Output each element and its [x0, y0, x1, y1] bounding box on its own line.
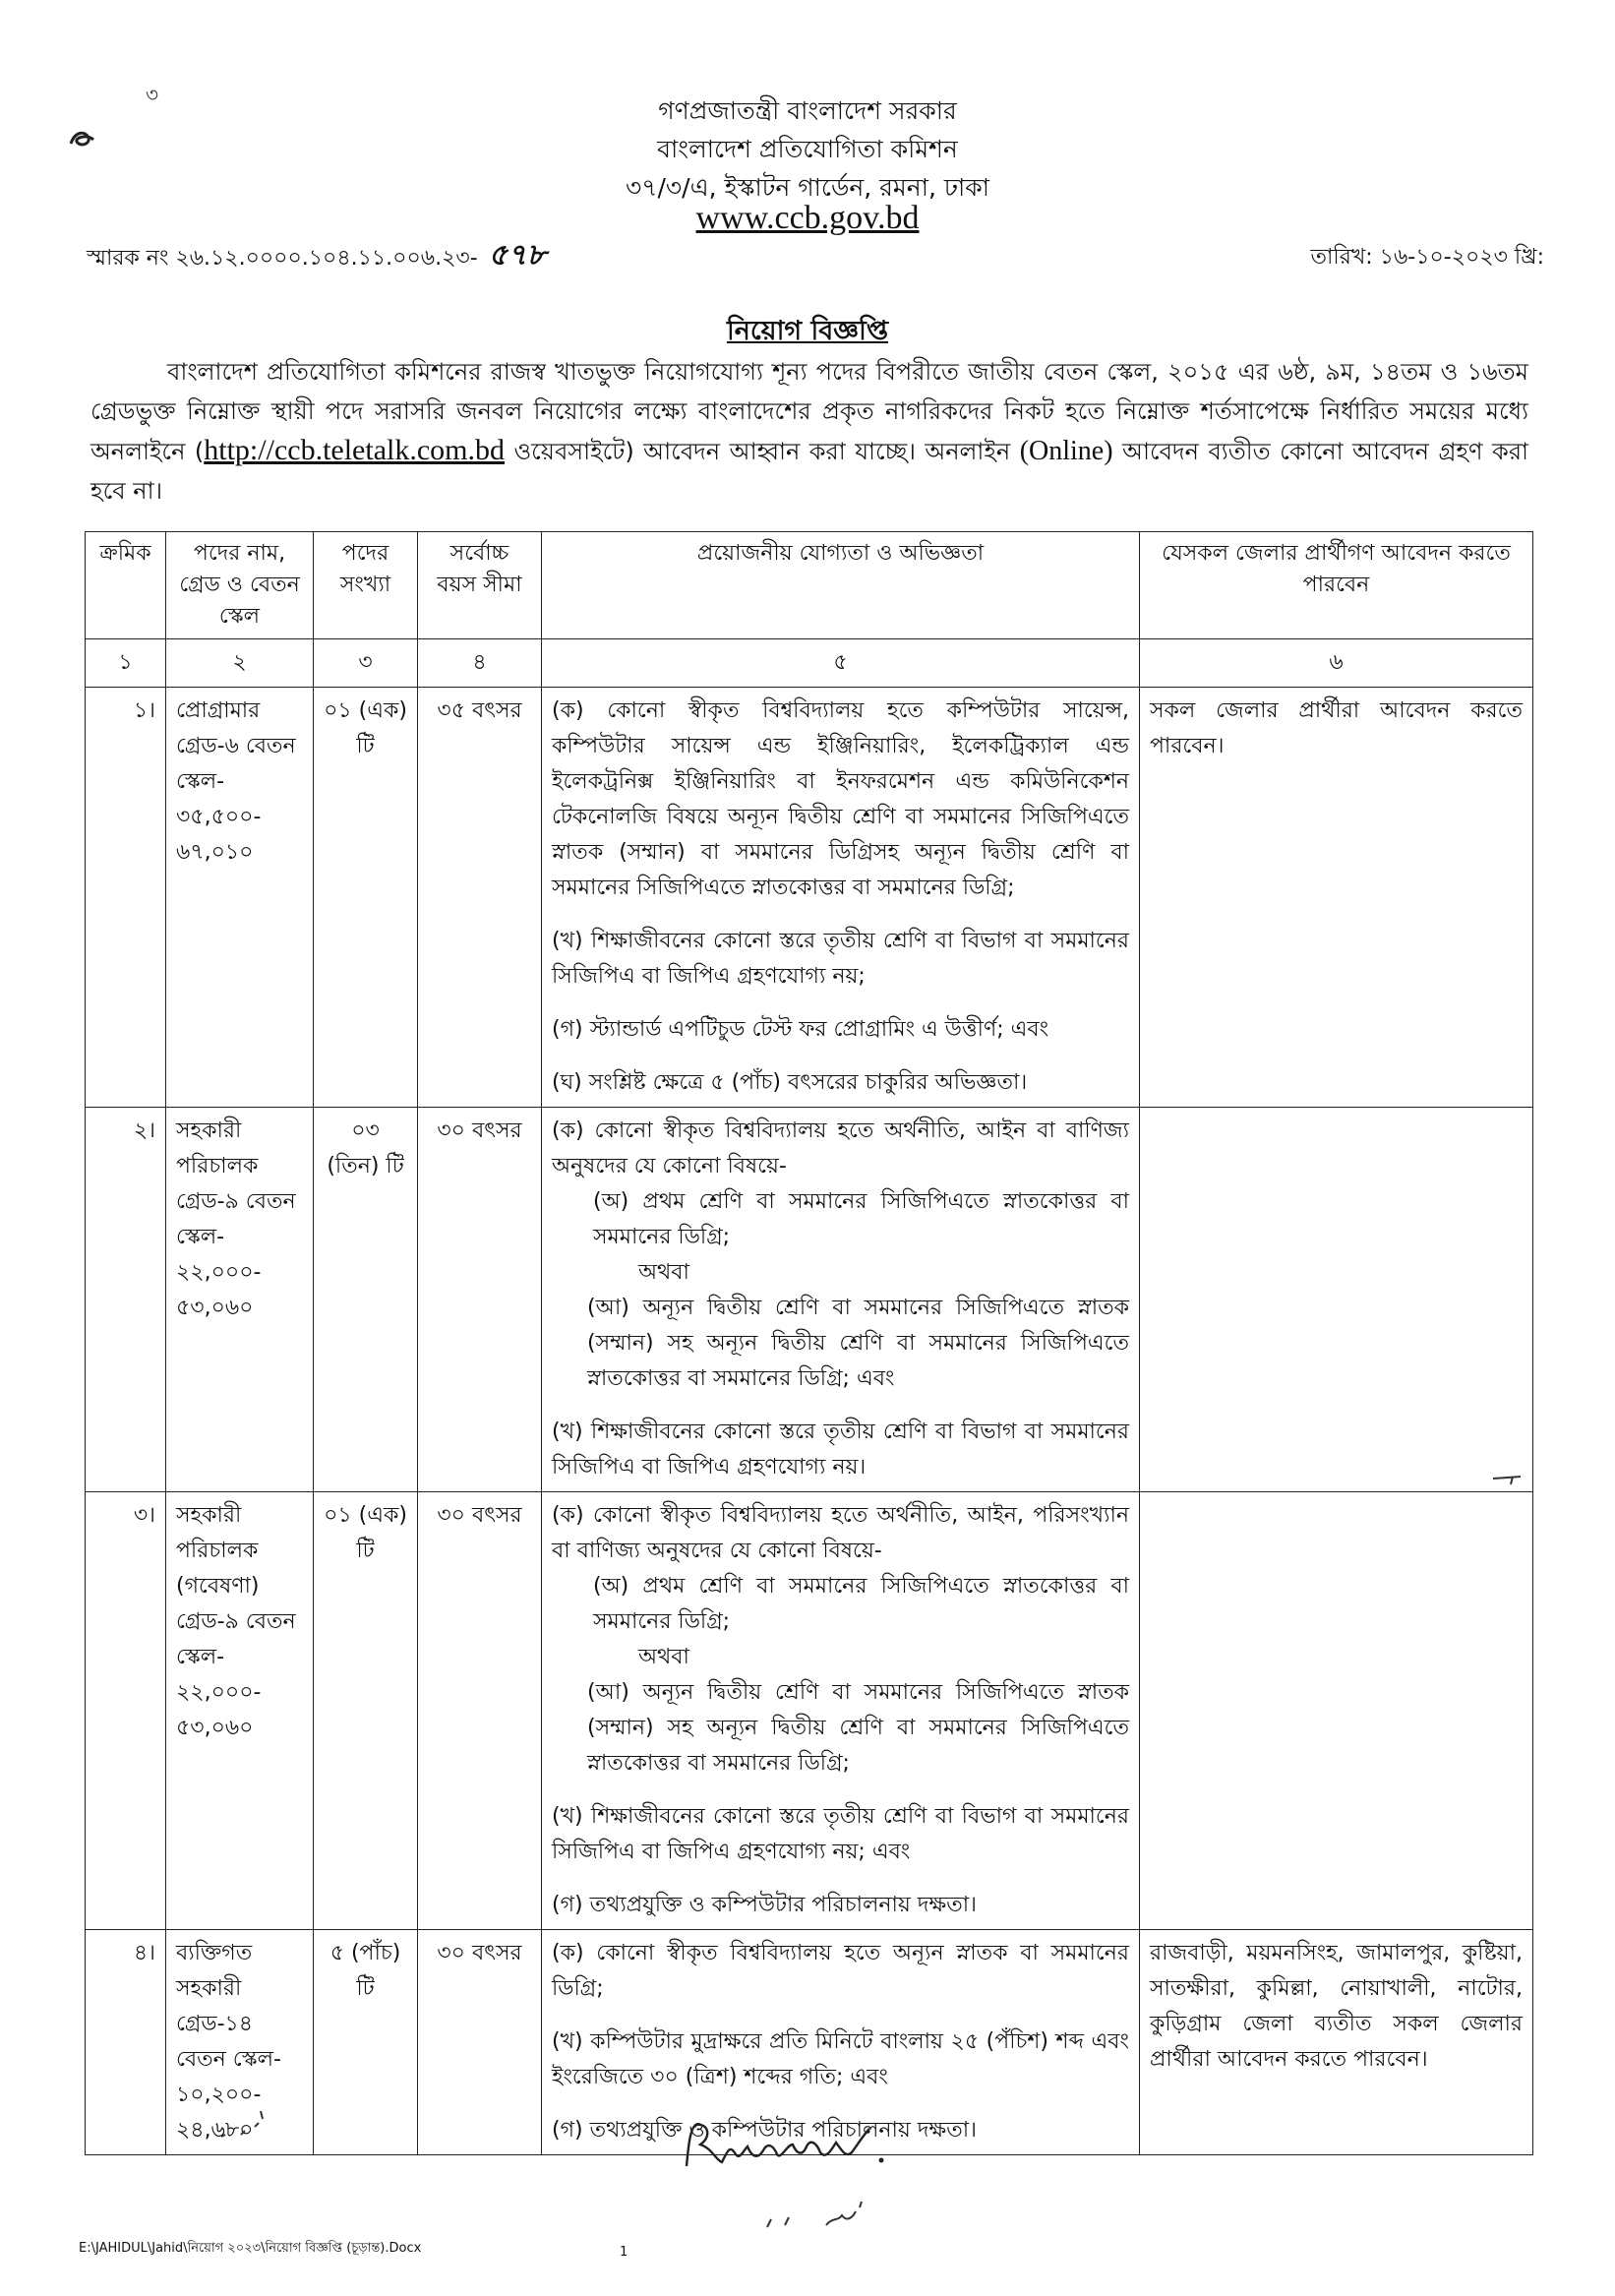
intro-text-2: ওয়েবসাইটে) আবেদন আহ্বান করা যাচ্ছে। অনলাইন: [505, 438, 1020, 465]
handwritten-top-mark: ৩: [146, 83, 159, 106]
qualification-subitem: (আ) অন্যূন দ্বিতীয় শ্রেণি বা সমমানের সিজিপিএতে স্নাতক (সম্মান) সহ অন্যূন দ্বিতীয় শ্রেণি বা সমমানের সিজিপিএতে স্নাতকোত্তর বা সমমানের ডিগ্রি; এবং: [587, 1296, 1129, 1391]
row-serial: ২।: [86, 1108, 166, 1492]
qualification-item: (ঘ) সংশ্লিষ্ট ক্ষেত্রে ৫ (পাঁচ) বৎসরের চাকুরির অভিজ্ঞতা।: [552, 1070, 1028, 1095]
memo-number: [87, 238, 546, 276]
file-path: E:\JAHIDUL\Jahid\নিয়োগ ২০২৩\নিয়োগ বিজ্ঞপ্তি (চূড়ান্ত).Docx: [79, 2241, 422, 2256]
table-header-row: [86, 532, 1533, 639]
qualification-item: (ক) কোনো স্বীকৃত বিশ্ববিদ্যালয় হতে অর্থনীতি, আইন, পরিসংখ্যান বা বাণিজ্য অনুষদের যে কোনো বিষয়ে-: [552, 1503, 1129, 1563]
header-qualification: প্রয়োজনীয় যোগ্যতা ও অভিজ্ঞতা: [542, 532, 1140, 639]
column-number: ৬: [1140, 639, 1533, 688]
qualification-item: (খ) শিক্ষাজীবনের কোনো স্তরে তৃতীয় শ্রেণি বা বিভাগ বা সমমানের সিজিপিএ বা জিপিএ গ্রহণযোগ্য নয়; এবং: [552, 1804, 1129, 1864]
row-qualification: [542, 1108, 1140, 1492]
commission-website: [0, 200, 1615, 238]
commission-name: বাংলাদেশ প্রতিযোগিতা কমিশন: [657, 135, 958, 163]
memo-label: স্মারক নং ২৬.১২.০০০০.১০৪.১১.০০৬.২৩-: [87, 246, 478, 271]
qualification-item: (খ) শিক্ষাজীবনের কোনো স্তরে তৃতীয় শ্রেণি বা বিভাগ বা সমমানের সিজিপিএ বা জিপিএ গ্রহণযোগ্য নয়।: [552, 1420, 1129, 1480]
signature: [679, 2115, 934, 2184]
intro-online: (Online): [1019, 436, 1113, 466]
memo-date: তারিখ: ১৬-১০-২০২৩ খ্রি:: [1310, 245, 1544, 270]
row-districts: [1140, 1108, 1533, 1492]
column-number: ১: [86, 639, 166, 688]
row-age: ৩৫ বৎসর: [418, 688, 542, 1108]
qualification-item: (খ) কম্পিউটার মুদ্রাক্ষরে প্রতি মিনিটে বাংলায় ২৫ (পঁচিশ) শব্দ এবং ইংরেজিতে ৩০ (ত্রিশ) শব্দের গতি; এবং: [552, 2029, 1129, 2089]
qualification-item: (ক) কোনো স্বীকৃত বিশ্ববিদ্যালয় হতে অন্যূন স্নাতক বা সমমানের ডিগ্রি;: [552, 1941, 1129, 2001]
column-number-row: [86, 639, 1533, 688]
intro-text-1: বাংলাদেশ প্রতিযোগিতা কমিশনের রাজস্ব খাতভুক্ত নিয়োগযোগ্য শূন্য পদের বিপরীতে জাতীয় বেতন স্কেল, ২০১৫ এর ৬ষ্ঠ, ৯ম, ১৪তম ও ১৬তম গ্রেডভুক্ত নিম্নোক্ত স্থায়ী পদে সরাসরি জনবল নিয়োগের লক্ষ্যে বাংলাদেশের প্রকৃত নাগরিকদের নিকট হতে নিম্নোক্ত শর্তসাপেক্ষে নির্ধারিত সময়ের মধ্যে অনলাইনে (: [90, 358, 1528, 465]
vacancy-table: [85, 531, 1533, 2155]
qualification-subitem: (আ) অন্যূন দ্বিতীয় শ্রেণি বা সমমানের সিজিপিএতে স্নাতক (সম্মান) সহ অন্যূন দ্বিতীয় শ্রেণি বা সমমানের সিজিপিএতে স্নাতকোত্তর বা সমমানের ডিগ্রি;: [587, 1680, 1129, 1776]
header-serial: ক্রমিক: [86, 532, 166, 639]
column-number: ৩: [314, 639, 418, 688]
notice-intro: [90, 352, 1528, 511]
government-name: গণপ্রজাতন্ত্রী বাংলাদেশ সরকার: [658, 96, 957, 125]
qualification-item: (ক) কোনো স্বীকৃত বিশ্ববিদ্যালয় হতে কম্পিউটার সায়েন্স, কম্পিউটার সায়েন্স এন্ড ইঞ্জিনিয়ারিং, ইলেকট্রিক্যাল এন্ড ইলেকট্রনিক্স ইঞ্জিনিয়ারিং বা ইনফরমেশন এন্ড কমিউনিকেশন টেকনোলজি বিষয়ে অন্যূন দ্বিতীয় শ্রেণি বা সমমানের সিজিপিএতে স্নাতক (সম্মান) বা সমমানের ডিগ্রিসহ অন্যূন দ্বিতীয় শ্রেণি বা সমমানের সিজিপিএতে স্নাতকোত্তর বা সমমানের ডিগ্রি;: [552, 698, 1129, 900]
row-age: ৩০ বৎসর: [418, 1930, 542, 2155]
page-number: 1: [620, 2245, 628, 2260]
row-post: সহকারী পরিচালক (গবেষণা) গ্রেড-৯ বেতন স্কেল- ২২,০০০- ৫৩,০৬০: [166, 1492, 314, 1930]
column-number: ৪: [418, 639, 542, 688]
qualification-subitem: (অ) প্রথম শ্রেণি বা সমমানের সিজিপিএতে স্নাতকোত্তর বা সমমানের ডিগ্রি;: [593, 1189, 1129, 1249]
column-number: ২: [166, 639, 314, 688]
qualification-or: অথবা: [638, 1645, 689, 1669]
application-link[interactable]: http://ccb.teletalk.com.bd: [204, 434, 506, 466]
header-count: পদের সংখ্যা: [314, 532, 418, 639]
row-districts: রাজবাড়ী, ময়মনসিংহ, জামালপুর, কুষ্টিয়া, সাতক্ষীরা, কুমিল্লা, নোয়াখালী, নাটোর, কুড়িগ্রাম জেলা ব্যতীত সকল জেলার প্রার্থীরা আবেদন করতে পারবেন।: [1140, 1930, 1533, 2155]
qualification-subitem: (অ) প্রথম শ্রেণি বা সমমানের সিজিপিএতে স্নাতকোত্তর বা সমমানের ডিগ্রি;: [593, 1574, 1129, 1634]
qualification-item: (ক) কোনো স্বীকৃত বিশ্ববিদ্যালয় হতে অর্থনীতি, আইন বা বাণিজ্য অনুষদের যে কোনো বিষয়ে-: [552, 1118, 1129, 1178]
memo-handwritten-number: ৫৭৮: [488, 238, 547, 272]
qualification-or: অথবা: [638, 1260, 689, 1285]
row-count: ০৩ (তিন) টি: [314, 1108, 418, 1492]
row-districts: [1140, 1492, 1533, 1930]
qualification-item: (গ) স্ট্যান্ডার্ড এপটিচুড টেস্ট ফর প্রোগ্রামিং এ উত্তীর্ণ; এবং: [552, 1017, 1049, 1042]
handwritten-initials-icon: [757, 2198, 895, 2241]
row-age: ৩০ বৎসর: [418, 1108, 542, 1492]
website-link[interactable]: www.ccb.gov.bd: [695, 200, 920, 236]
row-count: ০১ (এক) টি: [314, 688, 418, 1108]
header-districts: যেসকল জেলার প্রার্থীগণ আবেদন করতে পারবেন: [1140, 532, 1533, 639]
table-row: [86, 688, 1533, 1108]
qualification-item: (গ) তথ্যপ্রযুক্তি ও কম্পিউটার পরিচালনায় দক্ষতা।: [552, 1893, 977, 1917]
signature-marks-icon: [211, 2105, 280, 2148]
row-post: প্রোগ্রামার গ্রেড-৬ বেতন স্কেল- ৩৫,৫০০- ৬৭,০১০: [166, 688, 314, 1108]
row-qualification: [542, 1492, 1140, 1930]
header-post: পদের নাম, গ্রেড ও বেতন স্কেল: [166, 532, 314, 639]
commission-address: ৩৭/৩/এ, ইস্কাটন গার্ডেন, রমনা, ঢাকা: [625, 173, 989, 202]
row-serial: ৩।: [86, 1492, 166, 1930]
intro-text-3: আবেদন ব্যতীত কোনো আবেদন গ্রহণ করা হবে না।: [90, 438, 1528, 505]
row-districts: সকল জেলার প্রার্থীরা আবেদন করতে পারবেন।: [1140, 688, 1533, 1108]
qualification-item: (গ) তথ্যপ্রযুক্তি ও কম্পিউটার পরিচালনায় দক্ষতা।: [552, 2118, 977, 2143]
row-serial: ১।: [86, 688, 166, 1108]
table-row: [86, 1108, 1533, 1492]
row-serial: ৪।: [86, 1930, 166, 2155]
column-number: ৫: [542, 639, 1140, 688]
row-count: ০১ (এক) টি: [314, 1492, 418, 1930]
notice-title: [0, 313, 1615, 349]
notice-title-text: নিয়োগ বিজ্ঞপ্তি: [726, 316, 889, 346]
table-row: [86, 1492, 1533, 1930]
row-post: ব্যক্তিগত সহকারী গ্রেড-১৪ বেতন স্কেল- ১০,২০০- ২৪,৬৮০: [166, 1930, 314, 2155]
header-age: সর্বোচ্চ বয়স সীমা: [418, 532, 542, 639]
qualification-item: (খ) শিক্ষাজীবনের কোনো স্তরে তৃতীয় শ্রেণি বা বিভাগ বা সমমানের সিজিপিএ বা জিপিএ গ্রহণযোগ্য নয়;: [552, 929, 1129, 989]
row-count: ৫ (পাঁচ) টি: [314, 1930, 418, 2155]
row-age: ৩০ বৎসর: [418, 1492, 542, 1930]
row-post: সহকারী পরিচালক গ্রেড-৯ বেতন স্কেল- ২২,০০০- ৫৩,০৬০: [166, 1108, 314, 1492]
margin-mark-icon: [1491, 1471, 1526, 1492]
row-qualification: [542, 688, 1140, 1108]
